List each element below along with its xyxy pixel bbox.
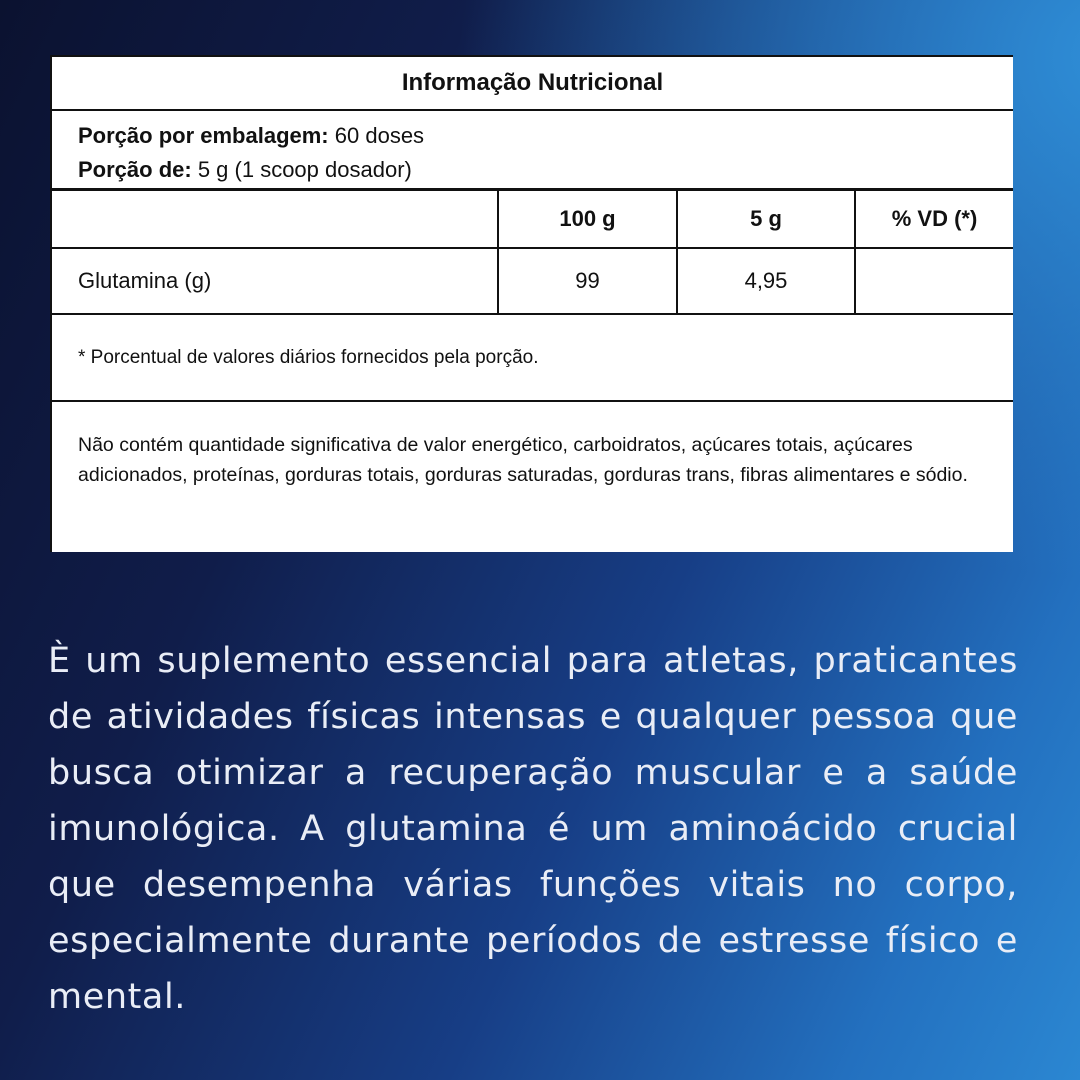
nutrient-per-5g: 4,95 bbox=[677, 248, 855, 314]
nutrition-table bbox=[52, 191, 1013, 315]
portion-size bbox=[78, 153, 1013, 187]
description-paragraph: È um suplemento essencial para atletas, praticantes de atividades físicas intensas e qualquer pessoa que busca otimizar a recuperação muscular e a saúde imunológica. A glutamina é um aminoácido crucial que desempenha várias funções vitais no corpo, especialmente durante períodos de estresse físico e mental. bbox=[48, 641, 1018, 1017]
portion-per-pack bbox=[78, 119, 1013, 153]
table-row bbox=[52, 248, 1013, 314]
footnote: * Porcentual de valores diários fornecidos pela porção. bbox=[52, 315, 1013, 402]
label-title: Informação Nutricional bbox=[52, 57, 1013, 111]
column-header-100g: 100 g bbox=[498, 191, 677, 248]
notice-text: Não contém quantidade significativa de valor energético, carboidratos, açúcares totais, açúcares adicionados, proteínas, gorduras totais, gorduras saturadas, gorduras trans, fibras alimentares e sódio. bbox=[78, 434, 968, 486]
portion-per-pack-value: 60 doses bbox=[334, 123, 425, 148]
column-header-empty bbox=[52, 191, 498, 248]
column-header-5g: 5 g bbox=[677, 191, 855, 248]
nutrient-name: Glutamina (g) bbox=[52, 248, 498, 314]
portion-size-label: Porção de: bbox=[78, 157, 192, 182]
column-header-vd: % VD (*) bbox=[855, 191, 1013, 248]
portion-info bbox=[52, 111, 1013, 191]
portion-per-pack-label: Porção por embalagem: bbox=[78, 123, 329, 148]
nutrition-label bbox=[50, 55, 1013, 552]
nutrient-per-100g: 99 bbox=[498, 248, 677, 314]
portion-size-value: 5 g (1 scoop dosador) bbox=[197, 157, 412, 182]
table-header-row bbox=[52, 191, 1013, 248]
nutrient-vd bbox=[855, 248, 1013, 314]
